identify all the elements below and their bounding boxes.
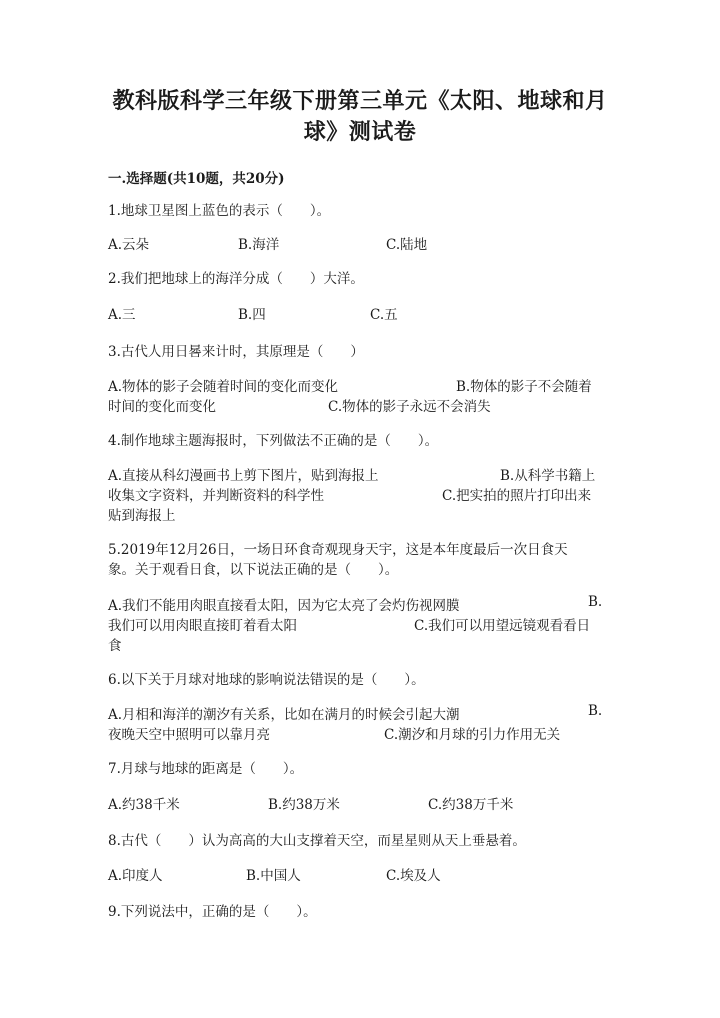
- question-6-option-c: C.潮汐和月球的引力作用无关: [384, 727, 561, 743]
- question-7-option-b: B.约38万米: [268, 797, 340, 813]
- question-3-option-b-cont: 时间的变化而变化: [108, 399, 216, 415]
- question-3-stem: 3.古代人用日晷来计时，其原理是（ ）: [108, 344, 364, 360]
- question-6-option-a: A.月相和海洋的潮汐有关系，比如在满月的时候会引起大潮: [108, 707, 460, 723]
- question-1-option-c: C.陆地: [386, 237, 428, 253]
- question-6-stem: 6.以下关于月球对地球的影响说法错误的是（ ）。: [108, 672, 425, 688]
- question-2-option-c: C.五: [370, 307, 398, 323]
- question-4-option-a: A.直接从科幻漫画书上剪下图片，贴到海报上: [108, 468, 379, 484]
- question-5-stem: 5.2019年12月26日，一场日环食奇观现身天宇，这是本年度最后一次日食天: [108, 542, 568, 558]
- question-8-option-b: B.中国人: [246, 868, 301, 884]
- title-line-2: 球》测试卷: [303, 119, 417, 145]
- question-2-stem: 2.我们把地球上的海洋分成（ ）大洋。: [108, 271, 364, 287]
- section-heading: 一.选择题(共10题，共20分): [108, 171, 285, 187]
- question-1-option-b: B.海洋: [238, 237, 280, 253]
- question-6-option-b-cont: 夜晚天空中照明可以靠月亮: [108, 727, 270, 743]
- question-3-option-b: B.物体的影子不会随着: [456, 379, 592, 395]
- question-4-option-b-cont: 收集文字资料，并判断资料的科学性: [108, 488, 324, 504]
- question-5-option-b: B.: [588, 594, 603, 610]
- question-1-stem: 1.地球卫星图上蓝色的表示（ ）。: [108, 203, 331, 219]
- question-4-option-b: B.从科学书籍上: [500, 468, 596, 484]
- question-7-stem: 7.月球与地球的距离是（ ）。: [108, 761, 304, 777]
- question-4-option-c-cont: 贴到海报上: [108, 508, 176, 524]
- title-line-1: 教科版科学三年级下册第三单元《太阳、地球和月: [112, 88, 608, 114]
- question-8-stem: 8.古代（ ）认为高高的大山支撑着天空，而星星则从天上垂悬着。: [108, 833, 526, 849]
- question-5-option-b-cont: 我们可以用肉眼直接盯着看太阳: [108, 618, 297, 634]
- question-2-option-a: A.三: [108, 307, 136, 323]
- question-2-option-b: B.四: [238, 307, 266, 323]
- question-1-option-a: A.云朵: [108, 237, 150, 253]
- question-4-option-c: C.把实拍的照片打印出来: [442, 488, 592, 504]
- question-3-option-c: C.物体的影子永远不会消失: [328, 399, 491, 415]
- question-5-option-a: A.我们不能用肉眼直接看太阳，因为它太亮了会灼伤视网膜: [108, 598, 460, 614]
- question-8-option-c: C.埃及人: [386, 868, 441, 884]
- question-3-option-a: A.物体的影子会随着时间的变化而变化: [108, 379, 339, 395]
- question-4-stem: 4.制作地球主题海报时，下列做法不正确的是（ ）。: [108, 433, 439, 449]
- question-5-option-c-cont: 食: [108, 638, 122, 654]
- question-9-stem: 9.下列说法中，正确的是（ ）。: [108, 904, 317, 920]
- page-title: [100, 86, 620, 148]
- question-7-option-a: A.约38千米: [108, 797, 180, 813]
- question-5-option-c: C.我们可以用望远镜观看看日: [414, 618, 591, 634]
- question-5-stem-cont: 象。关于观看日食，以下说法正确的是（ ）。: [108, 562, 399, 578]
- question-6-option-b: B.: [588, 703, 603, 719]
- question-8-option-a: A.印度人: [108, 868, 163, 884]
- question-7-option-c: C.约38万千米: [428, 797, 514, 813]
